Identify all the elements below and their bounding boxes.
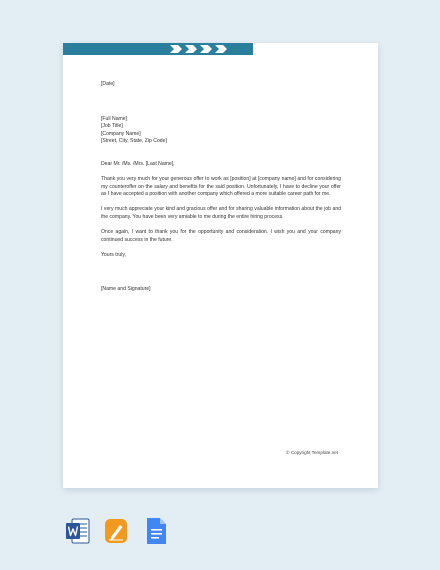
- paragraph-1: Thank you very much for your generous offer to work as [position] at [company name] and for considering my counteroffer on the salary and benefits for the said position. Unfortunately, I have to decline your offer as I have accepted a position with another company which offered a more suitable career path for me.: [101, 176, 341, 198]
- letter-body: [101, 81, 341, 294]
- recipient-title: [Job Title]: [101, 123, 123, 130]
- google-docs-icon[interactable]: [143, 516, 169, 546]
- recipient-name: [Full Name]: [101, 115, 128, 122]
- pages-icon[interactable]: [103, 516, 129, 546]
- salutation: Dear Mr. /Ms. /Mrs. [Last Name],: [101, 160, 175, 167]
- letter-page: [63, 43, 378, 488]
- recipient-company: [Company Name]: [101, 130, 141, 137]
- header-banner: [63, 43, 253, 55]
- recipient-address: [Street, City, State, Zip Code]: [101, 138, 167, 145]
- word-icon[interactable]: [65, 516, 91, 546]
- closing: Yours truly,: [101, 251, 126, 258]
- paragraph-3: Once again, I want to thank you for the opportunity and consideration. I wish you and your company continued success in the future.: [101, 229, 341, 243]
- signature-line: [Name and Signature]: [101, 286, 151, 293]
- date-field: [Date]: [101, 81, 115, 87]
- copyright-text: © Copyright Template.net: [286, 450, 338, 455]
- paragraph-2: I very much appreciate your kind and gracious offer and for sharing valuable information about the job and the company. You have been very amiable to me during the entire hiring process.: [101, 206, 341, 220]
